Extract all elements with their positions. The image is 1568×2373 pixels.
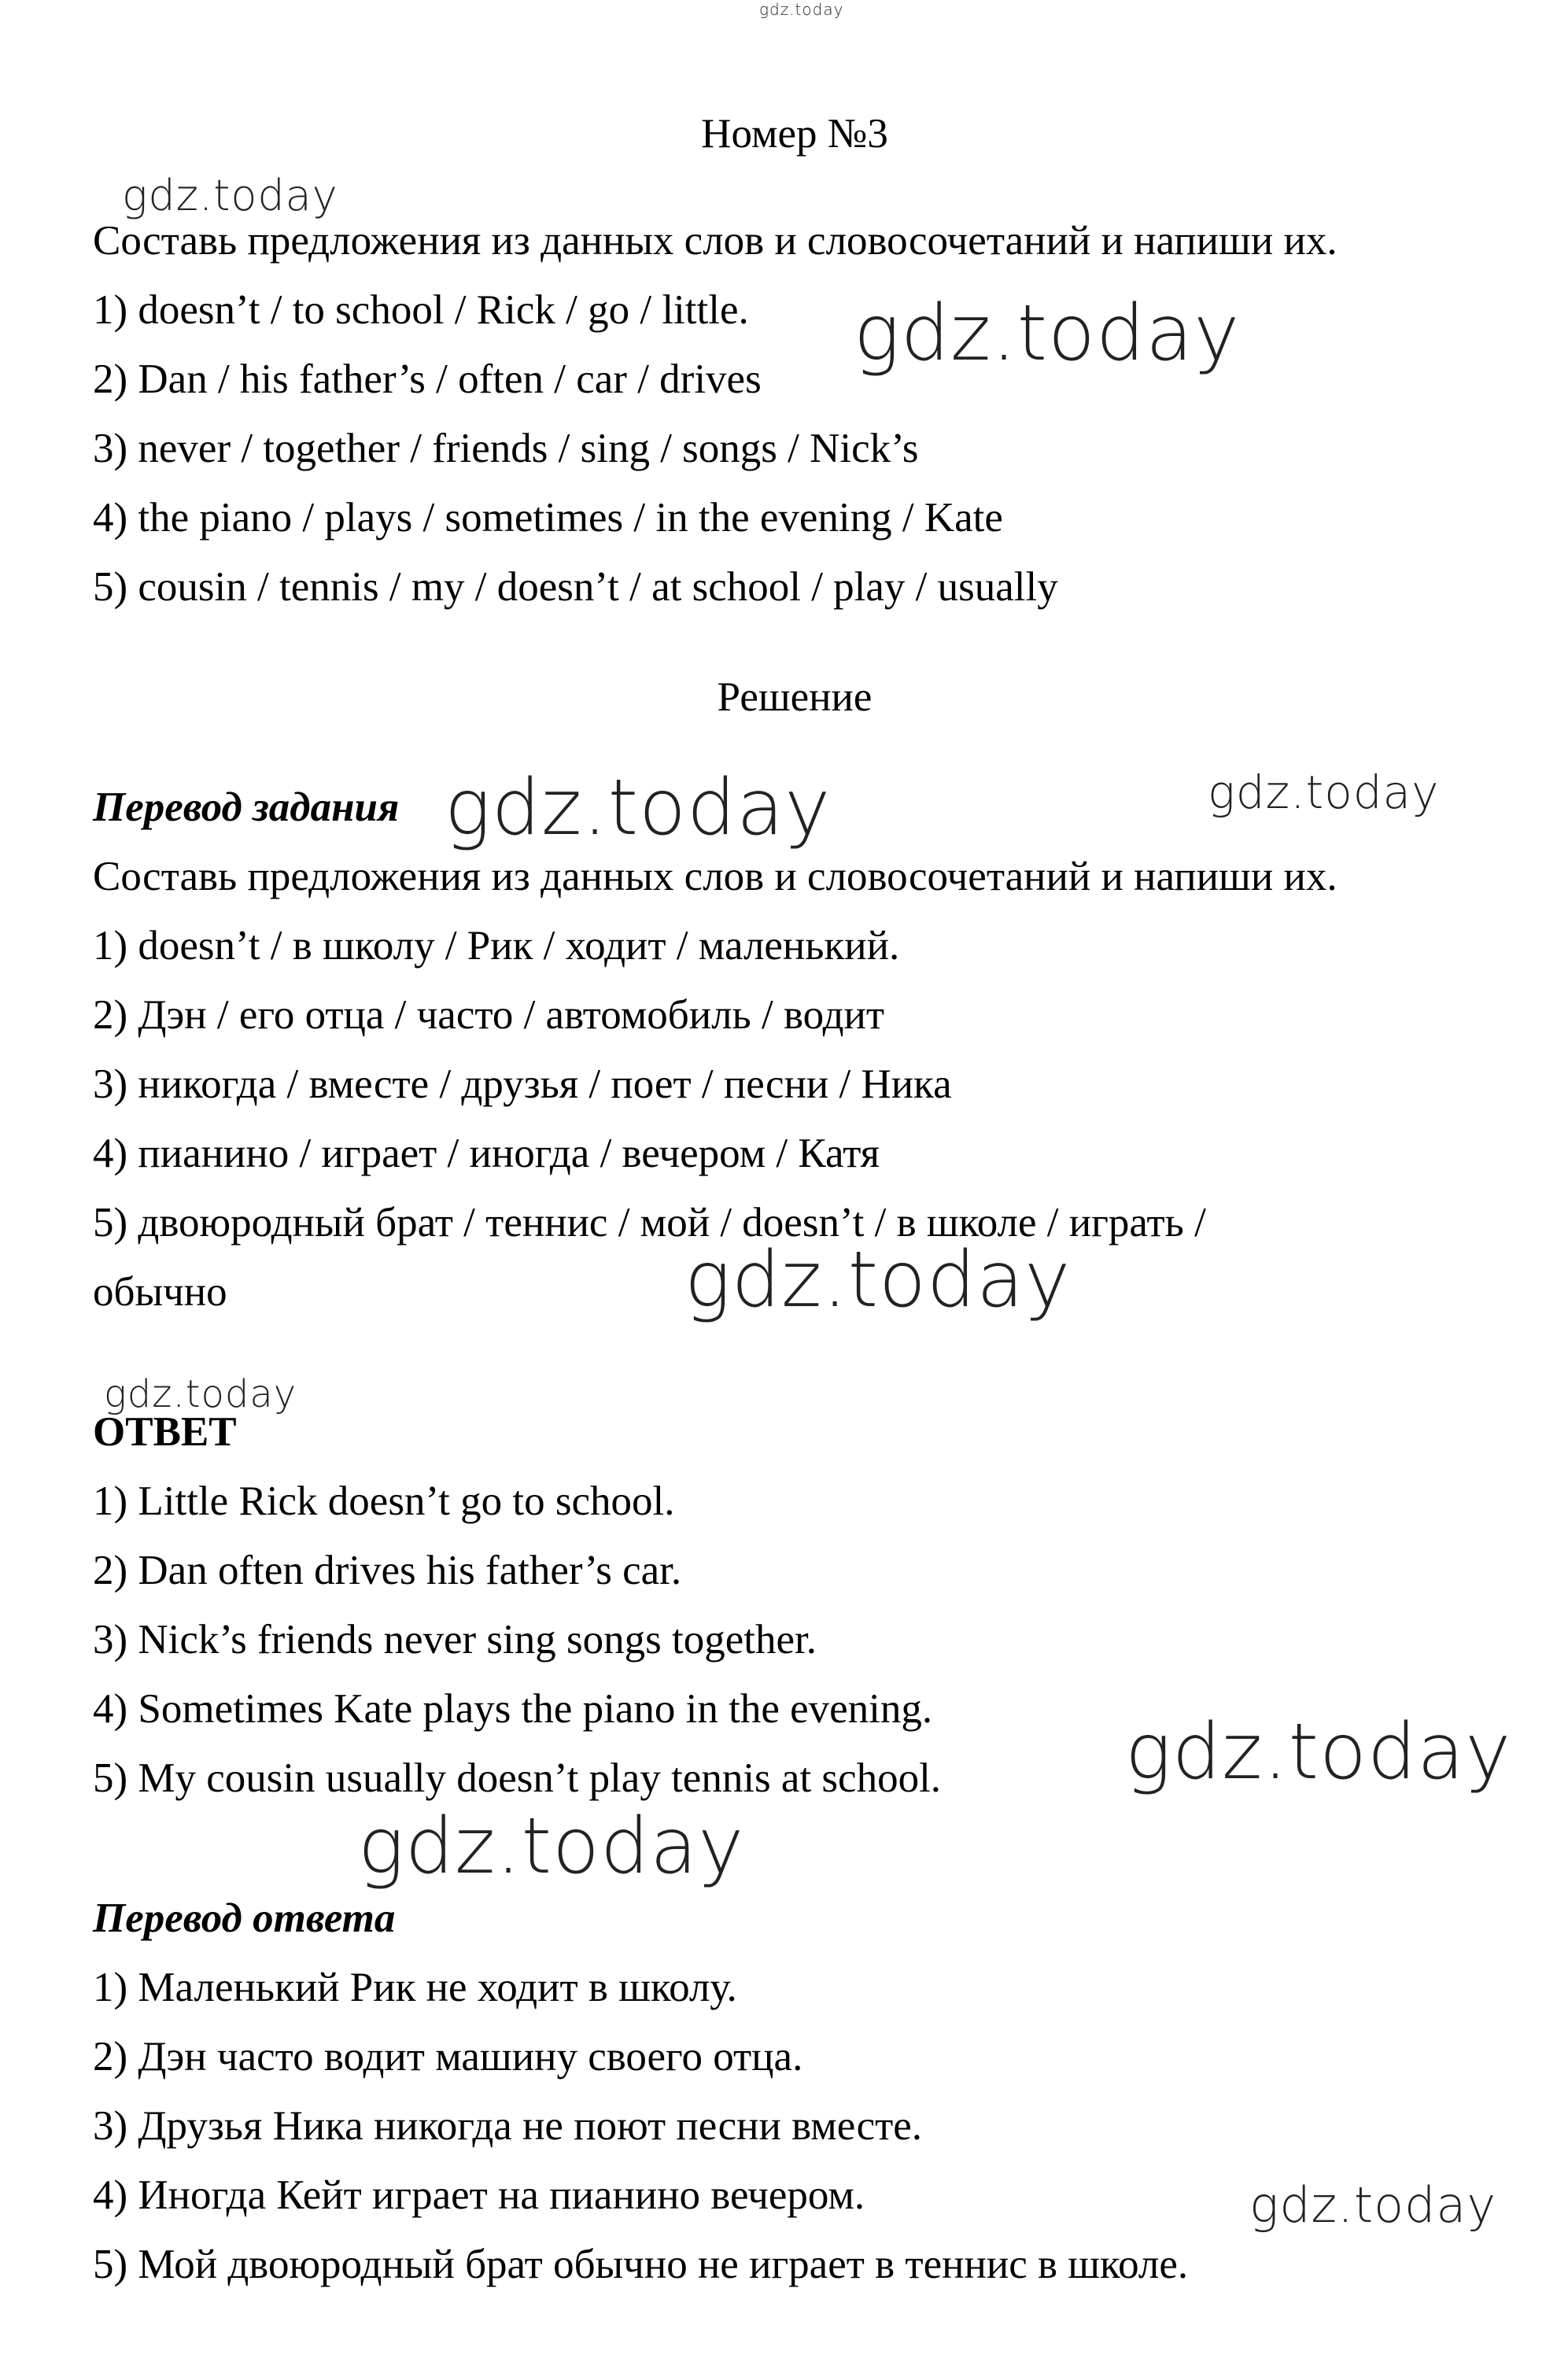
task-item: 5) cousin / tennis / my / doesn’t / at school / play / usually (93, 564, 1058, 610)
task-item: 1) doesn’t / to school / Rick / go / little. (93, 287, 749, 333)
task-instruction: Составь предложения из данных слов и словосочетаний и напиши их. (93, 218, 1337, 264)
page-title: Номер №3 (701, 111, 888, 157)
watermark: gdz.today (358, 1802, 745, 1891)
task-item: 4) the piano / plays / sometimes / in the evening / Kate (93, 495, 1003, 541)
watermark: gdz.today (854, 289, 1241, 378)
watermark: gdz.today (1249, 2176, 1497, 2234)
task-item: 2) Dan / his father’s / often / car / drives (93, 356, 762, 402)
task-translation-item: 4) пианино / играет / иногда / вечером / Катя (93, 1131, 880, 1176)
watermark: gdz.today (104, 1372, 297, 1416)
answer-item: 1) Little Rick doesn’t go to school. (93, 1478, 675, 1524)
answer-translation-heading: Перевод ответа (93, 1895, 396, 1941)
watermark: gdz.today (684, 1235, 1072, 1325)
task-translation-heading: Перевод задания (93, 784, 400, 830)
answer-item: 3) Nick’s friends never sing songs together. (93, 1617, 817, 1663)
answer-translation-item: 3) Друзья Ника никогда не поют песни вместе. (93, 2103, 923, 2149)
task-translation-item: 3) никогда / вместе / друзья / поет / песни / Ника (93, 1061, 952, 1107)
task-translation-item: 1) doesn’t / в школу / Рик / ходит / маленький. (93, 923, 900, 969)
answer-heading: ОТВЕТ (93, 1409, 237, 1455)
answer-translation-item: 4) Иногда Кейт играет на пианино вечером. (93, 2172, 865, 2218)
answer-item: 2) Dan often drives his father’s car. (93, 1548, 682, 1593)
answer-translation-item: 2) Дэн часто водит машину своего отца. (93, 2034, 803, 2080)
answer-translation-item: 5) Мой двоюродный брат обычно не играет в теннис в школе. (93, 2242, 1189, 2287)
watermark: gdz.today (122, 171, 338, 220)
answer-translation-item: 1) Маленький Рик не ходит в школу. (93, 1965, 737, 2010)
task-item: 3) never / together / friends / sing / songs / Nick’s (93, 426, 919, 471)
task-translation-instruction: Составь предложения из данных слов и словосочетаний и напиши их. (93, 854, 1337, 899)
watermark: gdz.today (1125, 1707, 1512, 1797)
solution-heading: Решение (717, 674, 873, 720)
task-translation-item: 5) двоюродный брат / теннис / мой / doesn’t / в школе / играть / (93, 1200, 1206, 1246)
task-translation-item: обычно (93, 1269, 227, 1315)
task-translation-item: 2) Дэн / его отца / часто / автомобиль / водит (93, 992, 885, 1038)
answer-item: 4) Sometimes Kate plays the piano in the evening. (93, 1686, 933, 1732)
answer-item: 5) My cousin usually doesn’t play tennis at school. (93, 1755, 942, 1801)
watermark: gdz.today (445, 763, 832, 853)
watermark-top: gdz.today (759, 0, 844, 19)
watermark: gdz.today (1208, 766, 1440, 819)
